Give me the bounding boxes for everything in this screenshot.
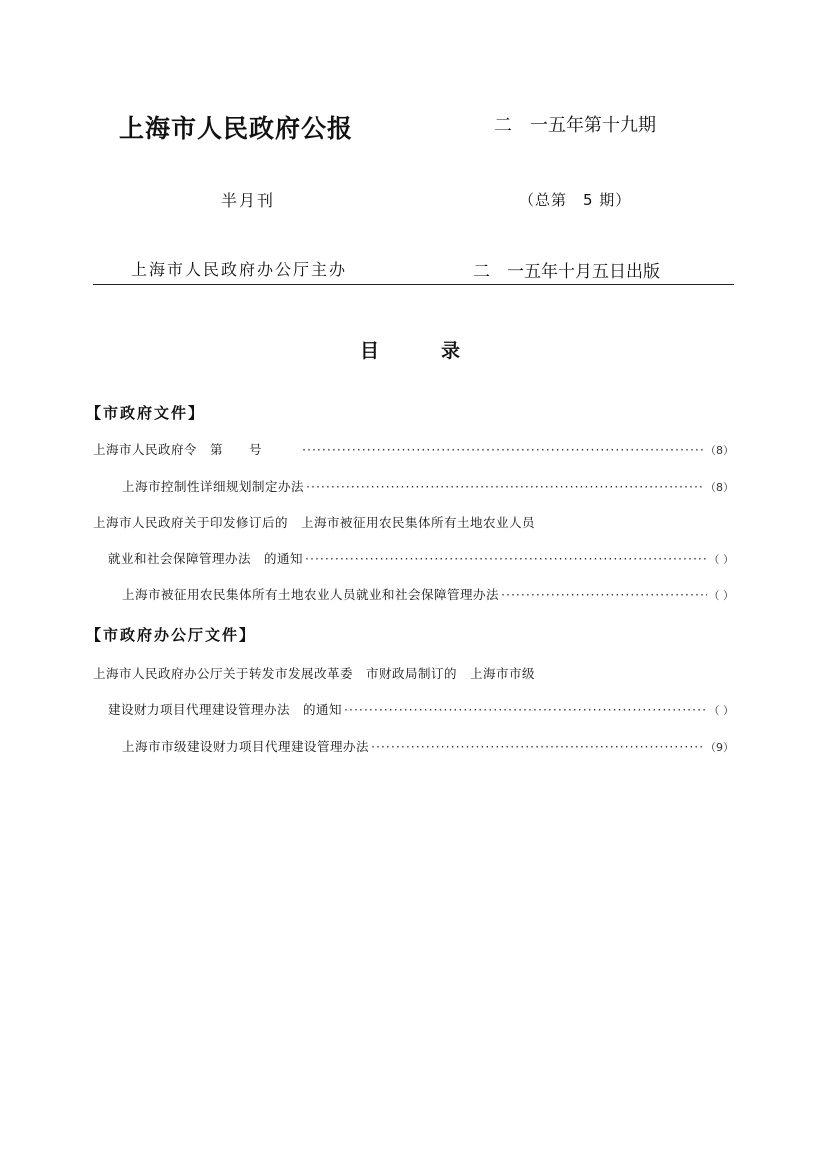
sponsor-line: 上海市人民政府办公厅主办 (131, 260, 348, 279)
toc-entry[interactable] (122, 585, 734, 603)
toc-entry-page: （ ） (708, 589, 734, 602)
toc-entry[interactable] (108, 549, 734, 567)
publication-frequency: 半月刊 (221, 191, 276, 210)
publication-date: 二 一五年十月五日出版 (473, 262, 660, 282)
toc-entry-title: 建设财力项目代理建设管理办法 的通知 (108, 702, 343, 717)
toc-entry-title: 上海市人民政府令 第 号 (93, 442, 263, 457)
gazette-title: 上海市人民政府公报 (119, 114, 354, 143)
toc-entry-page: （ ） (708, 704, 734, 717)
total-issue-number: （总第 5 期） (519, 191, 632, 209)
toc-entry-title: 上海市市级建设财力项目代理建设管理办法 (122, 739, 370, 754)
toc-section-label: 【市政府办公厅文件】 (86, 626, 257, 644)
toc-entry-title: 上海市控制性详细规划制定办法 (122, 479, 305, 494)
toc-entry[interactable] (122, 737, 734, 755)
toc-section-label: 【市政府文件】 (86, 404, 206, 422)
toc-leader-dots (344, 702, 706, 717)
toc-leader-dots (306, 479, 703, 494)
toc-entry[interactable] (93, 440, 734, 458)
toc-leader-dots (501, 587, 706, 602)
toc-entry-page: （ ） (708, 553, 734, 566)
toc-entry-title: 上海市被征用农民集体所有土地农业人员就业和社会保障管理办法 (122, 587, 500, 602)
issue-number: 二 一五年第十九期 (494, 115, 656, 136)
toc-entry-page: （9） (705, 741, 734, 754)
toc-entry-title-line[interactable]: 上海市人民政府关于印发修订后的 上海市被征用农民集体所有土地农业人员 (93, 515, 536, 530)
toc-heading: 目录 (360, 340, 523, 362)
toc-leader-dots (302, 442, 703, 457)
toc-entry[interactable] (108, 700, 734, 718)
toc-entry[interactable] (122, 477, 734, 495)
toc-entry-page: （8） (705, 444, 734, 457)
toc-entry-title-line[interactable]: 上海市人民政府办公厅关于转发市发展改革委 市财政局制订的 上海市市级 (93, 666, 536, 681)
toc-leader-dots (371, 739, 703, 754)
toc-leader-dots (305, 551, 706, 566)
toc-entry-title: 就业和社会保障管理办法 的通知 (108, 551, 304, 566)
header-divider (93, 284, 734, 285)
toc-entry-page: （8） (705, 481, 734, 494)
